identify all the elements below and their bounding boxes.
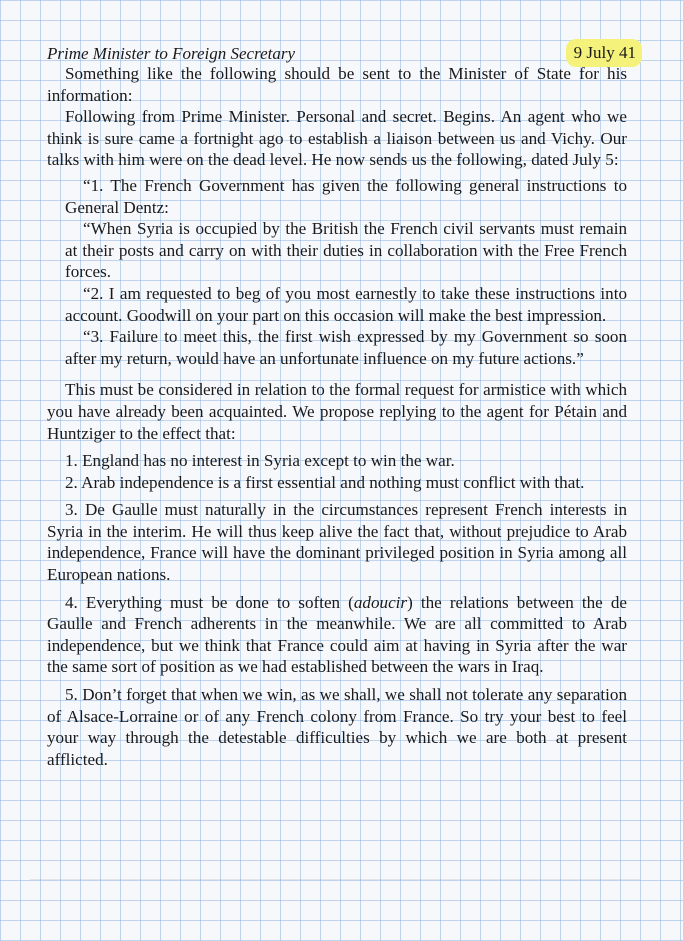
memo-date: 9 July 41 <box>566 39 642 67</box>
paragraph-quote-instruction: “When Syria is occupied by the British the French civil servants must remain at their posts and carry on with their duties in collaboration with the Free French forces. <box>65 219 627 282</box>
page-divider <box>30 879 640 880</box>
paragraph-quote-3: “3. Failure to meet this, the first wish expressed by my Government so soon after my return, would have an unfortunate influence on my future actions.” <box>65 327 627 368</box>
memo-title: Prime Minister to Foreign Secretary <box>47 44 296 63</box>
paragraph-quote-2: “2. I am requested to beg of you most earnestly to take these instructions into account. Goodwill on your part on this occasion will make the best impression. <box>65 283 627 325</box>
paragraph-quote-1: “1. The French Government has given the following general instructions to General Dentz: <box>65 175 627 217</box>
paragraph-point-5: 5. Don’t forget that when we win, as we shall, we shall not tolerate any separation of Alsace-Lorraine or of any French colony from France. So try your best to feel your way through the detestable difficulties by which we are both at present afflicted. <box>47 685 627 769</box>
paragraph-point-1: 1. England has no interest in Syria except to win the war. <box>65 451 455 471</box>
paragraph-point-4: 4. Everything must be done to soften (adoucir) the relations between the de Gaulle and French adherents in the meanwhile. We are all committed to Arab independence, but we think that France could aim at having in Syria after the war the same sort of position as we had established between the wars in Iraq. <box>47 592 627 677</box>
paragraph-point-3: 3. De Gaulle must naturally in the circumstances represent French interests in Syria in the interim. He will thus keep alive the fact that, without prejudice to Arab independence, France will have the dominant privileged position in Syria among all European nations. <box>47 500 627 585</box>
memo-header <box>47 43 642 65</box>
paragraph-intro: Something like the following should be sent to the Minister of State for his information: <box>47 64 627 105</box>
paragraph-message: Following from Prime Minister. Personal and secret. Begins. An agent who we think is sure came a fortnight ago to establish a liaison between us and Vichy. Our talks with him were on the dead level. He now sends us the following, dated July 5: <box>47 107 627 170</box>
italic-term: adoucir <box>353 592 408 612</box>
paragraph-consideration: This must be considered in relation to the formal request for armistice with which you have already been acquainted. We propose replying to the agent for Pétain and Huntziger to the effect that: <box>47 380 627 443</box>
paragraph-point-2: 2. Arab independence is a first essential and nothing must conflict with that. <box>65 472 585 492</box>
memo-body <box>47 63 627 770</box>
